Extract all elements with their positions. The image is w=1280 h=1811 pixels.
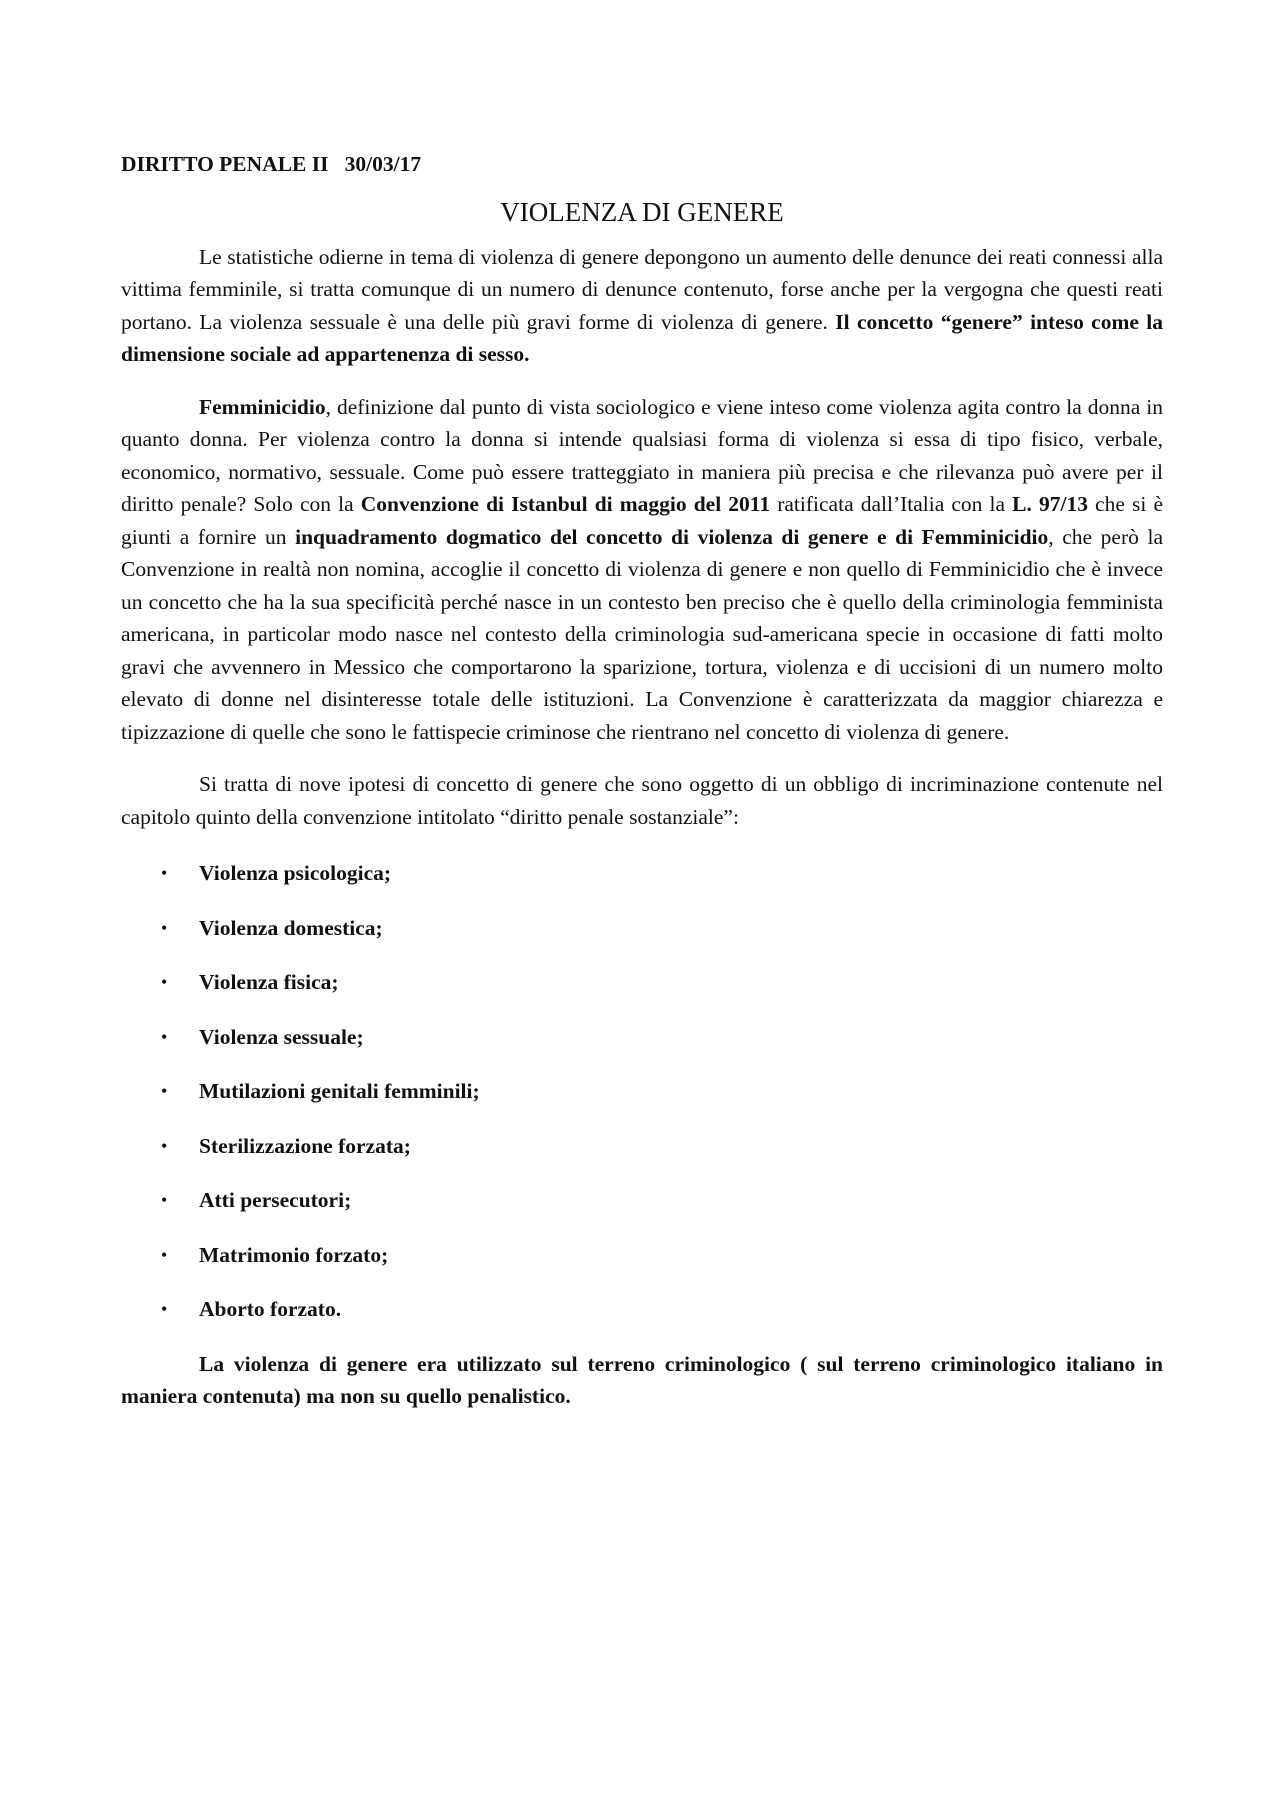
crime-list: [121, 857, 1163, 1326]
list-item-label: Violenza sessuale;: [199, 1024, 364, 1049]
list-item: [121, 857, 1163, 890]
term-legge: L. 97/13: [1012, 492, 1088, 516]
course-header: DIRITTO PENALE II 30/03/17: [121, 152, 422, 176]
list-item: [121, 1293, 1163, 1326]
bullet-icon: •: [161, 972, 168, 992]
list-item: [121, 1075, 1163, 1108]
paragraph-femminicidio-text-4: , che però la Convenzione in realtà non nomina, accoglie il concetto di violenza di genere e non quello di Femminicidio che è invece un concetto che ha la sua specificità perché nasce in un contesto ben preciso che è quello della criminologia femminista americana, in particolar modo nasce nel contesto della criminologia sud-americana specie in occasione di fatti molto gravi che avvennero in Messico che comportarono la sparizione, tortura, violenza e di uccisioni di un numero molto elevato di donne nel disinteresse totale delle istituzioni. La Convenzione è caratterizzata da maggior chiarezza e tipizzazione di quelle che sono le fattispecie criminose che rientrano nel concetto di violenza di genere.: [121, 524, 1163, 744]
paragraph-intro-text: Le statistiche odierne in tema di violenza di genere depongono un aumento delle denunce dei reati connessi alla vittima femminile, si tratta comunque di un numero di denunce contenuto, forse anche per la vergogna che questi reati portano. La violenza sessuale è una delle più gravi forme di violenza di genere.: [121, 244, 1163, 334]
paragraph-closing: La violenza di genere era utilizzato sul terreno criminologico ( sul terreno criminologico italiano in maniera contenuta) ma non su quello penalistico.: [121, 1351, 1163, 1408]
bullet-icon: •: [161, 1135, 168, 1156]
term-inquadramento: inquadramento dogmatico del concetto di violenza di genere e di Femminicidio: [295, 524, 1049, 549]
bullet-icon: •: [161, 1081, 168, 1101]
term-femminicidio: Femminicidio: [199, 394, 326, 419]
bullet-icon: •: [161, 1190, 168, 1210]
list-item: [121, 966, 1163, 999]
paragraph-femminicidio-text-2: ratificata dall’Italia con la: [770, 492, 1013, 516]
paragraph-intro: [121, 241, 1163, 371]
bullet-icon: •: [161, 917, 168, 938]
paragraph-femminicidio-text-1: , definizione dal punto di vista sociologico e viene inteso come violenza agita contro la donna in quanto donna. Per violenza contro la donna si intende qualsiasi forma di violenza si essa di tipo fisico, verbale, economico, normativo, sessuale. Come può essere tratteggiato in maniera più precisa e che rilevanza può avere per il diritto penale? Solo con la: [121, 394, 1163, 516]
list-item: [121, 912, 1163, 945]
paragraph-intro-bold: Il concetto “genere” inteso come la dimensione sociale ad appartenenza di sesso.: [121, 309, 1163, 366]
bullet-icon: •: [161, 1244, 168, 1265]
list-item-label: Violenza fisica;: [199, 970, 339, 994]
document-page: [121, 148, 1163, 1413]
term-convenzione: Convenzione di Istanbul di maggio del 2011: [360, 492, 771, 516]
bullet-icon: •: [161, 863, 168, 883]
list-item: [121, 1239, 1163, 1272]
bullet-icon: •: [161, 1299, 168, 1319]
paragraph-femminicidio-text-3: che si è giunti a fornire un: [121, 492, 1163, 549]
list-item: [121, 1130, 1163, 1163]
list-item-label: Violenza domestica;: [199, 915, 383, 940]
list-item-label: Mutilazioni genitali femminili;: [199, 1079, 480, 1103]
document-title: VIOLENZA DI GENERE: [500, 196, 784, 227]
list-item-label: Aborto forzato.: [199, 1297, 342, 1321]
list-item-label: Matrimonio forzato;: [199, 1242, 389, 1267]
paragraph-ipotesi: Si tratta di nove ipotesi di concetto di genere che sono oggetto di un obbligo di incriminazione contenute nel capitolo quinto della convenzione intitolato “diritto penale sostanziale”:: [121, 772, 1163, 829]
list-item-label: Violenza psicologica;: [199, 861, 392, 885]
list-item-label: Atti persecutori;: [199, 1188, 352, 1212]
paragraph-femminicidio: [121, 391, 1163, 749]
bullet-icon: •: [161, 1026, 168, 1047]
list-item: [121, 1021, 1163, 1054]
list-item-label: Sterilizzazione forzata;: [199, 1133, 411, 1158]
list-item: [121, 1184, 1163, 1217]
